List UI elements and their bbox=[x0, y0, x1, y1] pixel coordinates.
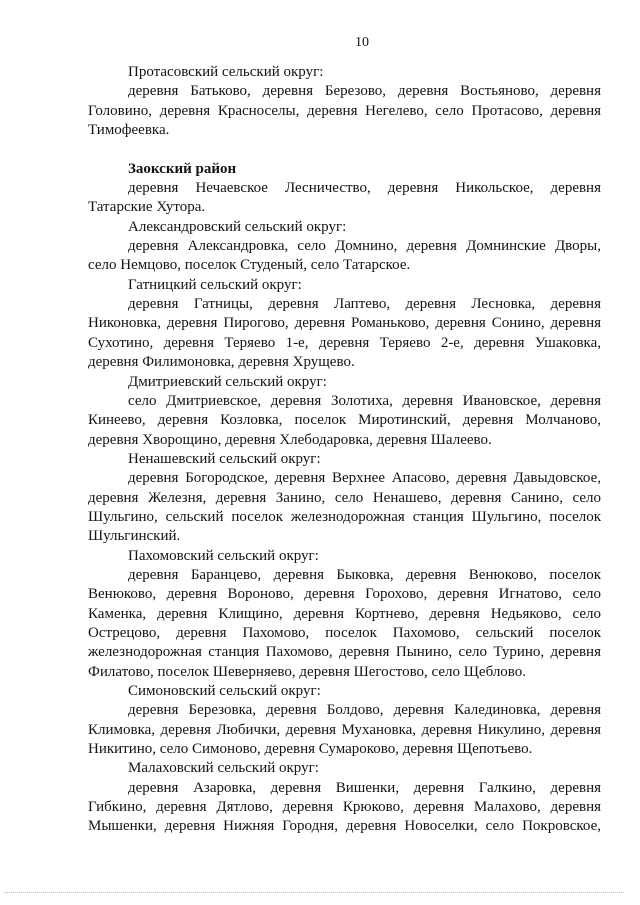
text-line: Тимофеевка. bbox=[88, 122, 170, 139]
okrug-heading: Симоновский сельский округ: bbox=[128, 683, 321, 699]
text-line: Венюково, деревня Вороново, деревня Горохово, деревня Игнатово, село bbox=[88, 586, 601, 603]
text-line: село Немцово, поселок Студеный, село Татарское. bbox=[88, 257, 411, 274]
okrug-section-protasovsky bbox=[88, 63, 601, 140]
text-line: Мышенки, деревня Нижняя Городня, деревня Новоселки, село Покровское, bbox=[88, 818, 601, 835]
text-line: Филатово, поселок Шеверняево, деревня Шегостово, село Щеблово. bbox=[88, 663, 527, 680]
district-section bbox=[88, 160, 601, 837]
text-line: Кинеево, деревня Козловка, поселок Миротинский, деревня Молчаново, bbox=[88, 412, 601, 429]
text-line: деревня Нечаевское Лесничество, деревня Никольское, деревня bbox=[128, 180, 601, 197]
scan-edge-artifact bbox=[4, 892, 624, 893]
text-line: деревня Филимоновка, деревня Хрущево. bbox=[88, 354, 355, 371]
text-line: Шульгинский. bbox=[88, 528, 181, 545]
blank-line bbox=[88, 140, 601, 159]
text-line: деревня Хворощино, деревня Хлебодаровка, деревня Шалеево. bbox=[88, 431, 492, 448]
text-line: Татарские Хутора. bbox=[88, 199, 206, 216]
okrug-section-malakhovsky bbox=[88, 759, 601, 836]
text-line: деревня Гатницы, деревня Лаптево, деревня Лесновка, деревня bbox=[128, 296, 601, 313]
page-number: 10 bbox=[355, 35, 369, 50]
okrug-section-aleksandrovsky bbox=[88, 218, 601, 276]
text-line: деревня Азаровка, деревня Вишенки, деревня Галкино, деревня bbox=[128, 779, 601, 796]
text-line: деревня Батьково, деревня Березово, деревня Востьяново, деревня bbox=[128, 83, 601, 100]
okrug-heading: Протасовский сельский округ: bbox=[128, 64, 324, 80]
text-line: деревня Железня, деревня Занино, село Ненашево, деревня Санино, село bbox=[88, 489, 601, 506]
text-line: Шульгино, сельский поселок железнодорожная станция Шульгино, поселок bbox=[88, 508, 601, 525]
okrug-heading: Ненашевский сельский округ: bbox=[128, 450, 321, 467]
text-line: Сухотино, деревня Теряево 1-е, деревня Теряево 2-е, деревня Ушаковка, bbox=[88, 334, 601, 351]
okrug-section-simonovsky bbox=[88, 682, 601, 759]
okrug-section-nenashevsky bbox=[88, 450, 601, 547]
text-line: Никитино, село Симоново, деревня Сумароково, деревня Щепотьево. bbox=[88, 741, 533, 758]
text-line: село Дмитриевское, деревня Золотиха, деревня Ивановское, деревня bbox=[128, 392, 601, 409]
text-line: Гибкино, деревня Дятлово, деревня Крюково, деревня Малахово, деревня bbox=[88, 799, 601, 816]
text-line: деревня Березовка, деревня Болдово, деревня Калединовка, деревня bbox=[128, 702, 601, 719]
okrug-heading: Малаховский сельский округ: bbox=[128, 760, 319, 777]
text-line: железнодорожная станция Пахомово, деревня Пынино, село Турино, деревня bbox=[88, 644, 601, 661]
okrug-heading: Дмитриевский сельский округ: bbox=[128, 373, 327, 390]
okrug-section-pakhomovsky bbox=[88, 547, 601, 682]
text-line: Никоновка, деревня Пирогово, деревня Романьково, деревня Сонино, деревня bbox=[88, 315, 601, 332]
text-line: Острецово, деревня Пахомово, поселок Пахомово, сельский поселок bbox=[88, 624, 601, 641]
okrug-heading: Гатницкий сельский округ: bbox=[128, 276, 302, 293]
text-line: деревня Богородское, деревня Верхнее Апасово, деревня Давыдовское, bbox=[128, 470, 601, 487]
district-heading: Заокский район bbox=[128, 160, 237, 177]
text-line: деревня Баранцево, деревня Быковка, деревня Венюково, поселок bbox=[128, 566, 601, 583]
text-line: Климовка, деревня Любички, деревня Мухановка, деревня Никулино, деревня bbox=[88, 721, 601, 738]
okrug-heading: Александровский сельский округ: bbox=[128, 218, 347, 235]
document-body bbox=[88, 63, 601, 837]
text-line: деревня Александровка, село Домнино, деревня Домнинские Дворы, bbox=[128, 238, 601, 255]
text-line: Головино, деревня Красноселы, деревня Негелево, село Протасово, деревня bbox=[88, 102, 601, 119]
okrug-section-dmitrievsky bbox=[88, 373, 601, 450]
okrug-heading: Пахомовский сельский округ: bbox=[128, 547, 319, 564]
okrug-section-gatnitsky bbox=[88, 276, 601, 373]
text-line: Каменка, деревня Клищино, деревня Кортнево, деревня Недьяково, село bbox=[88, 605, 601, 622]
